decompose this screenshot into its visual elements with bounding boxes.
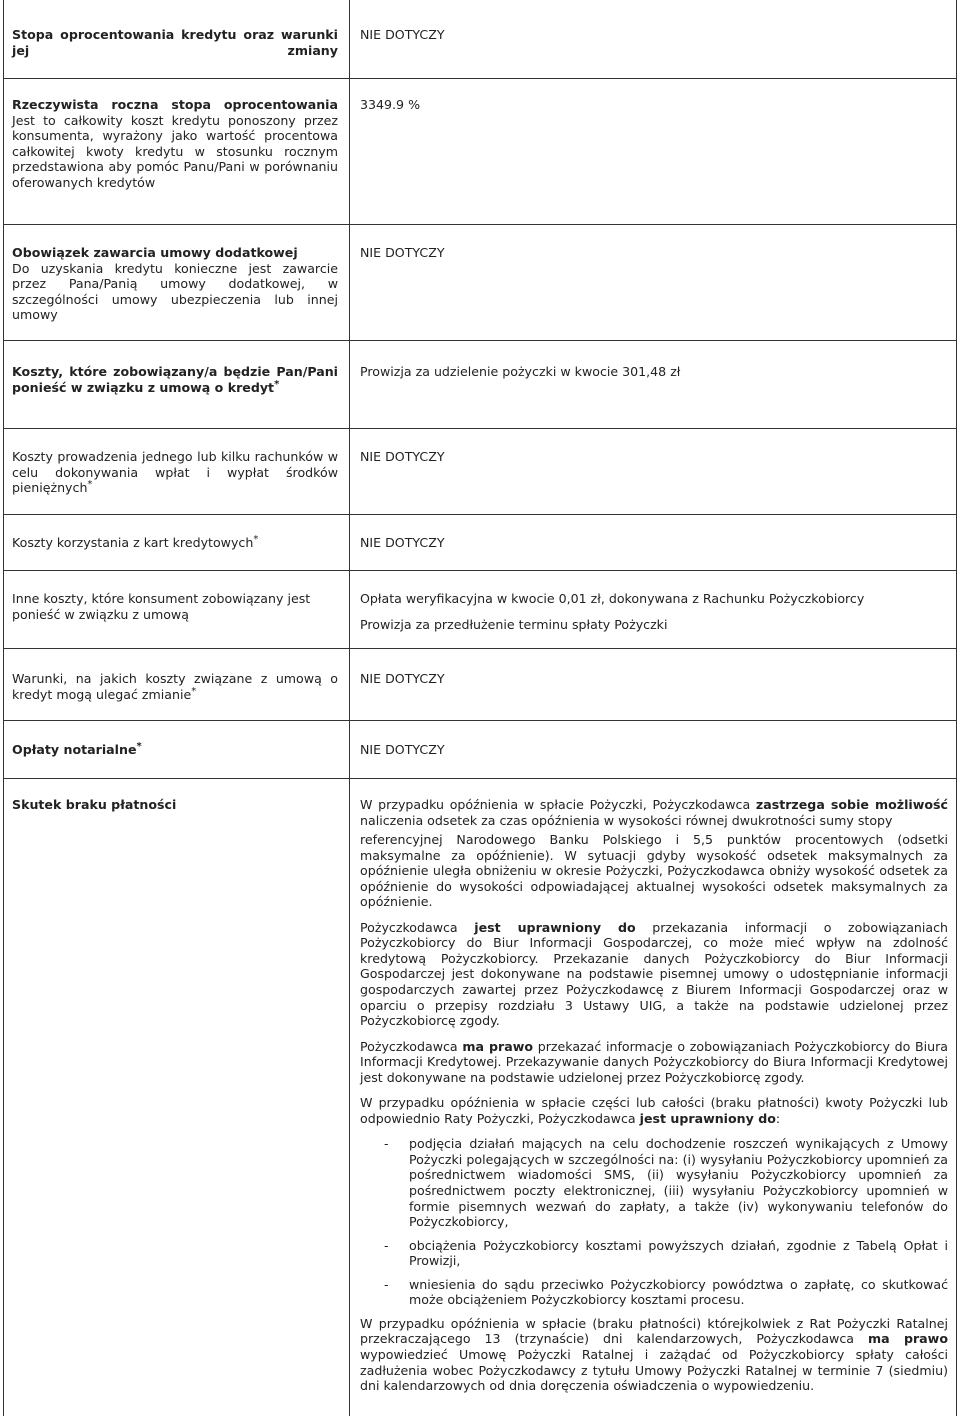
row-label-cost-change bbox=[12, 671, 338, 702]
asterisk: * bbox=[136, 740, 142, 752]
row-divider bbox=[3, 224, 957, 225]
text: przekazać informacje o zobowiązaniach Pożyczkobiorcy do Biura Informacji Kredytowej. Przekazywanie danych Pożyczkobiorcy do Biura Informacji Kredytowej jest dokonywane na podstawie udzielonej przez Pożyczkobiorcę zgody. bbox=[360, 1038, 948, 1085]
text-bold: zastrzega sobie możliwość bbox=[755, 797, 948, 812]
list-item bbox=[360, 1277, 948, 1308]
text-bold: jest uprawniony do bbox=[639, 1110, 776, 1126]
list-item-text: podjęcia działań mających na celu dochodzenie roszczeń wynikających z Umowy Pożyczki polegających w szczególności na: (i) wysyłaniu Pożyczkobiorcy upomnień za pośrednictwem wiadomości SMS, (ii) wysyłaniu Pożyczkobiorcy upomnień za pośrednictwem poczty elektronicznej, (iii) wysyłaniu Pożyczkobiorcy upomnień w formie pisemnych wezwań do zapłaty, a także (iv) wykonywaniu telefonów do Pożyczkobiorcy, bbox=[409, 1136, 948, 1230]
list-item-text: wniesienia do sądu przeciwko Pożyczkobiorcy powództwa o zapłatę, co skutkować może obciążeniem Pożyczkobiorcy kosztami procesu. bbox=[409, 1276, 948, 1308]
row-label-text: Stopa oprocentowania kredytu oraz warunki jej zmiany bbox=[12, 27, 338, 58]
dash: - bbox=[384, 1237, 389, 1253]
row-label-text: Koszty korzystania z kart kredytowych bbox=[12, 535, 254, 550]
row-value-additional-contract: NIE DOTYCZY bbox=[360, 245, 445, 260]
paragraph bbox=[360, 1316, 948, 1394]
row-divider bbox=[3, 340, 957, 341]
text-bold: ma prawo bbox=[462, 1038, 534, 1054]
text: W przypadku opóźnienia w spłacie części lub całości (braku płatności) kwoty Pożyczki lub odpowiednio Raty Pożyczki, Pożyczkodawca bbox=[360, 1095, 948, 1126]
paragraph bbox=[360, 1095, 948, 1126]
row-label-rrso bbox=[12, 97, 338, 191]
list-item bbox=[360, 1238, 948, 1269]
table-border-left bbox=[3, 0, 4, 1416]
row-label-description: Jest to całkowity koszt kredytu ponoszony przez konsumenta, wyrażony jako wartość procentowa całkowitej kwoty kredytu w stosunku rocznym przedstawiona aby pomóc Panu/Pani w porównaniu oferowanych kredytów bbox=[12, 112, 338, 190]
row-divider bbox=[3, 778, 957, 779]
row-value-card-costs: NIE DOTYCZY bbox=[360, 535, 445, 550]
row-label-costs bbox=[12, 364, 338, 395]
row-label-notary-fees bbox=[12, 742, 338, 758]
text: W przypadku opóźnienia w spłacie (braku płatności) którejkolwiek z Rat Pożyczki Ratalnej przekraczającego 13 (trzynaście) dni kalendarzowych, Pożyczkodawca bbox=[360, 1315, 948, 1347]
dash: - bbox=[384, 1136, 389, 1152]
row-value-interest-rate: NIE DOTYCZY bbox=[360, 27, 445, 42]
paragraph: referencyjnej Narodowego Banku Polskiego i 5,5 punktów procentowych (odsetki maksymalne za opóźnienie). W sytuacji gdyby wysokość odsetek maksymalnych za opóźnienie uległa obniżeniu w okresie Pożyczki, Pożyczkodawca obniży wysokość odsetek za opóźnienie do wysokości odpowiadającej aktualnej wysokości odsetek maksymalnych za opóźnienie. bbox=[360, 832, 948, 910]
asterisk: * bbox=[87, 479, 93, 490]
row-divider bbox=[3, 428, 957, 429]
row-value-other-costs bbox=[360, 591, 948, 632]
text: Pożyczkodawca bbox=[360, 1038, 463, 1054]
row-label-non-payment bbox=[12, 797, 338, 813]
row-label-card-costs bbox=[12, 535, 338, 551]
row-label-bold: Rzeczywista roczna stopa oprocentowania bbox=[12, 97, 338, 112]
table-border-right bbox=[956, 0, 957, 1416]
row-value-notary-fees: NIE DOTYCZY bbox=[360, 742, 445, 757]
row-label-bold: Obowiązek zawarcia umowy dodatkowej bbox=[12, 245, 298, 260]
list-item-text: obciążenia Pożyczkobiorcy kosztami powyższych działań, zgodnie z Tabelą Opłat i Prowizji, bbox=[409, 1237, 948, 1269]
text: W przypadku opóźnienia w spłacie Pożyczki, Pożyczkodawca bbox=[360, 797, 756, 812]
asterisk: * bbox=[253, 533, 259, 545]
text: naliczenia odsetek za czas opóźnienia w wysokości równej dwukrotności sumy stopy bbox=[360, 812, 893, 828]
row-value-cost-change: NIE DOTYCZY bbox=[360, 671, 445, 686]
row-divider bbox=[3, 78, 957, 79]
row-label-other-costs bbox=[12, 591, 338, 622]
row-divider bbox=[3, 514, 957, 515]
row-label-text: Skutek braku płatności bbox=[12, 797, 177, 812]
asterisk: * bbox=[274, 378, 280, 390]
row-divider bbox=[3, 720, 957, 721]
dash: - bbox=[384, 1276, 389, 1292]
paragraph bbox=[360, 1039, 948, 1086]
row-label-account-costs bbox=[12, 449, 338, 496]
other-cost-item: Opłata weryfikacyjna w kwocie 0,01 zł, dokonywana z Rachunku Pożyczkobiorcy bbox=[360, 591, 865, 606]
row-label-additional-contract bbox=[12, 245, 338, 323]
text: Pożyczkodawca bbox=[360, 919, 475, 935]
rights-list bbox=[360, 1136, 948, 1307]
row-label-text: Opłaty notarialne bbox=[12, 742, 137, 757]
row-label-text: Koszty, które zobowiązany/a będzie Pan/Pani ponieść w związku z umową o kredyt bbox=[12, 364, 338, 395]
row-divider bbox=[3, 570, 957, 571]
table-border-middle bbox=[349, 0, 350, 1416]
row-value-rrso: 3349.9 % bbox=[360, 97, 421, 112]
row-value-costs: Prowizja za udzielenie pożyczki w kwocie 301,48 zł bbox=[360, 364, 681, 379]
row-label-text: Warunki, na jakich koszty związane z umową o kredyt mogą ulegać zmianie bbox=[12, 671, 338, 702]
other-cost-item: Prowizja za przedłużenie terminu spłaty Pożyczki bbox=[360, 616, 668, 632]
row-value-account-costs: NIE DOTYCZY bbox=[360, 449, 445, 464]
text-bold: ma prawo bbox=[867, 1331, 948, 1347]
paragraph bbox=[360, 920, 948, 1029]
text: przekazania informacji o zobowiązaniach Pożyczkobiorcy do Biur Informacji Gospodarczej, co może mieć wpływ na zdolność kredytową Pożyczkobiorcy. Przekazanie danych Pożyczkobiorcy do Biur Informacji Gospodarczej jest dokonywane na podstawie pisemnej umowy o udostępnianie informacji gospodarczych zawartej przez Pożyczkodawcę z Biurem Informacji Gospodarczej oraz w oparciu o przepisy rozdziału 3 Ustawy UIG, a także na podstawie udzielonej przez Pożyczkobiorcę zgody. bbox=[360, 919, 949, 1029]
row-label-text: Inne koszty, które konsument zobowiązany jest ponieść w związku z umową bbox=[12, 591, 311, 622]
list-item bbox=[360, 1136, 948, 1229]
text: wypowiedzieć Umowę Pożyczki Ratalnej i zażądać od Pożyczkobiorcy spłaty całości zadłużenia wobec Pożyczkodawcy z tytułu Umowy Pożyczki Ratalnej w terminie 7 (siedmiu) dni kalendarzowych od dnia doręczenia oświadczenia o wypowiedzeniu. bbox=[360, 1346, 948, 1394]
row-label-description: Do uzyskania kredytu konieczne jest zawarcie przez Pana/Panią umowy dodatkowej, w szczególności umowy ubezpieczenia lub innej umowy bbox=[12, 260, 338, 323]
non-payment-consequences bbox=[360, 797, 948, 1404]
row-label-text: Koszty prowadzenia jednego lub kilku rachunków w celu dokonywania wpłat i wypłat środków pieniężnych bbox=[12, 449, 338, 496]
asterisk: * bbox=[191, 685, 197, 697]
text-bold: jest uprawniony do bbox=[474, 919, 636, 935]
row-divider bbox=[3, 648, 957, 649]
row-label-interest-rate bbox=[12, 27, 338, 58]
text: : bbox=[775, 1110, 781, 1126]
paragraph bbox=[360, 797, 948, 828]
